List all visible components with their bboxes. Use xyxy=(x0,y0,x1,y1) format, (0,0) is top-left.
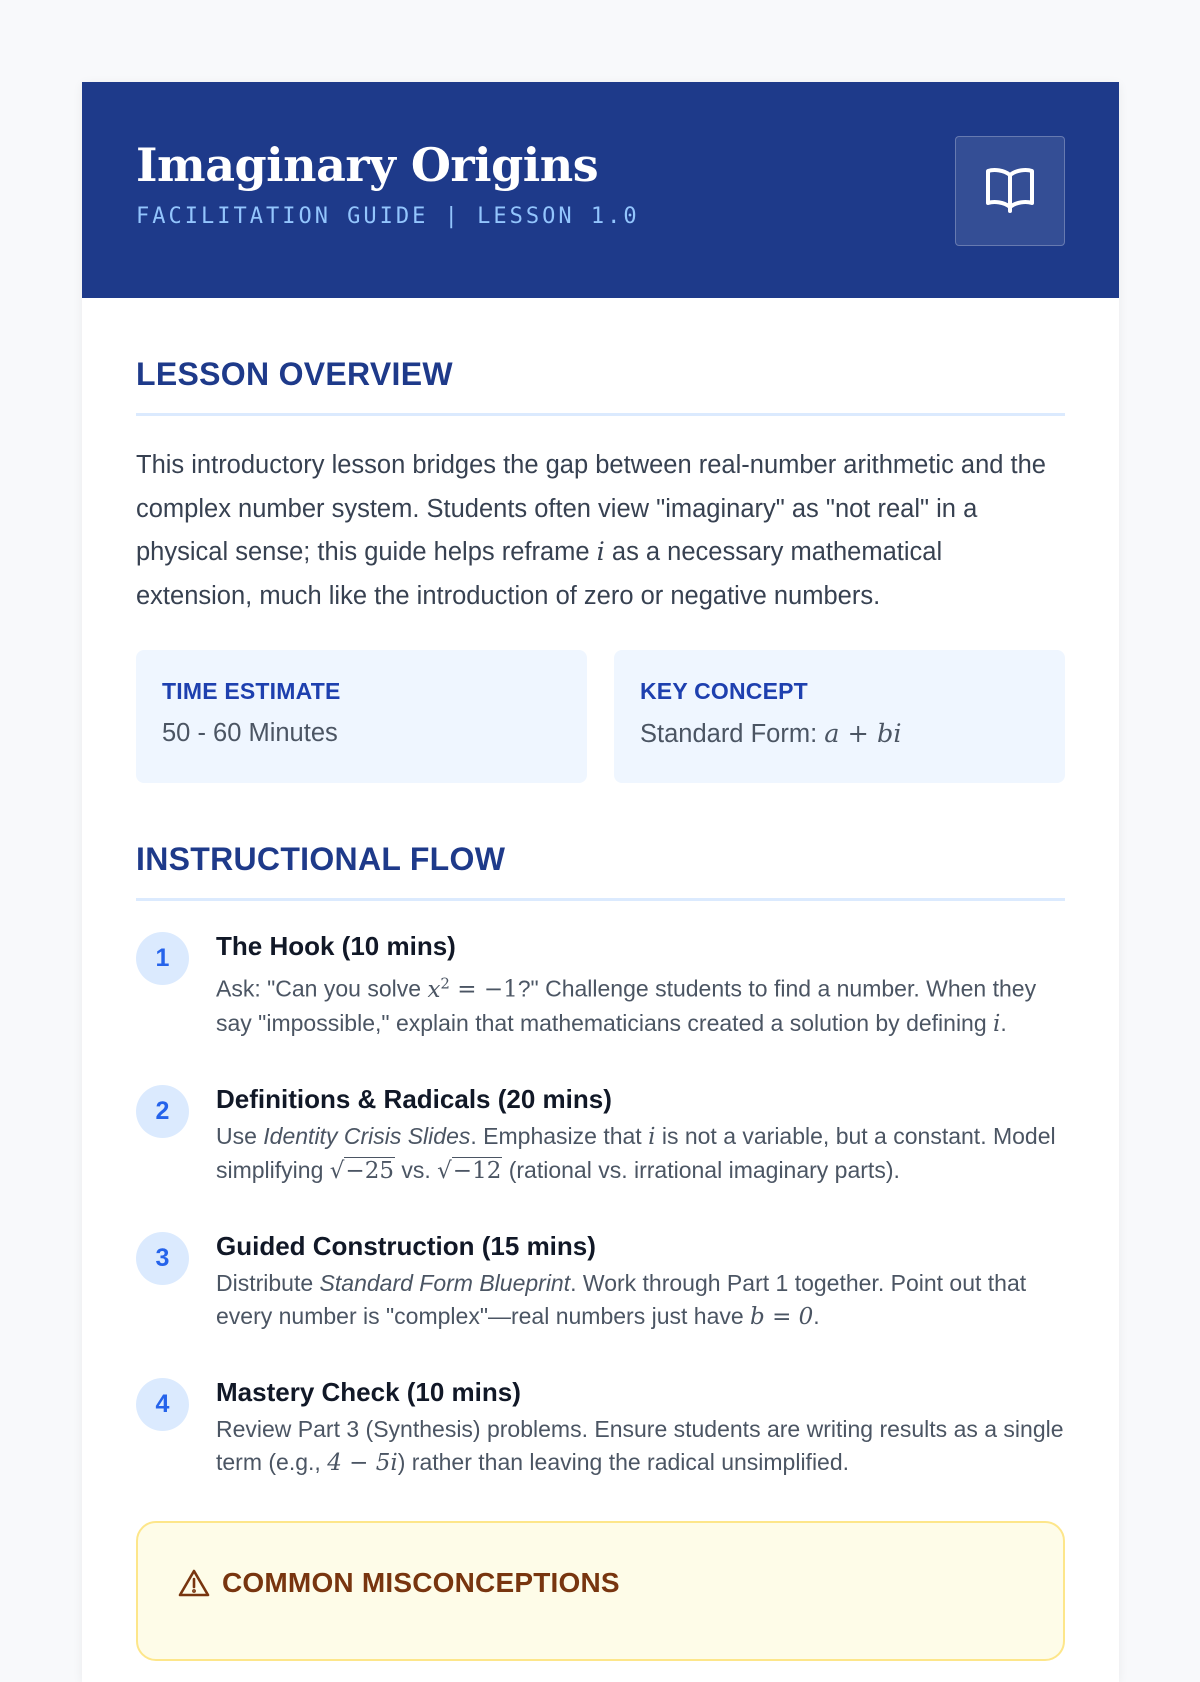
step-title: Guided Construction (15 mins) xyxy=(216,1230,596,1261)
step-number: 3 xyxy=(136,1232,189,1285)
step-item xyxy=(136,1229,1065,1334)
step-description: Use Identity Crisis Slides. Emphasize that i is not a variable, but a constant. Model simplifying √−25 vs. √−12 (rational vs. irrational imaginary parts). xyxy=(216,1122,1056,1184)
overview-heading: LESSON OVERVIEW xyxy=(136,356,453,392)
page-title: Imaginary Origins xyxy=(136,138,599,192)
time-label: TIME ESTIMATE xyxy=(162,678,341,704)
book-open-icon xyxy=(984,165,1036,218)
step-description: Ask: "Can you solve $x^2 = -1$?" Challenge students to find a number. When they say "impossible," explain that mathematicians created a solution by defining i. xyxy=(216,974,1037,1037)
concept-prefix: Standard Form: xyxy=(640,720,825,748)
warning-icon xyxy=(178,1568,210,1598)
step-title: Definitions & Radicals (20 mins) xyxy=(216,1083,612,1114)
step-list xyxy=(136,929,1065,1480)
step-description: Distribute Standard Form Blueprint. Work through Part 1 together. Point out that every number is "complex"—real numbers just have b = 0. xyxy=(216,1269,1027,1330)
info-boxes xyxy=(136,650,1065,783)
header xyxy=(82,82,1119,298)
var-i: i xyxy=(596,537,605,567)
content xyxy=(82,356,1119,1661)
time-estimate-box xyxy=(136,650,587,783)
step-number: 1 xyxy=(136,932,189,985)
overview-text-b: as a necessary mathematical extension, much like the introduction of zero or negative numbers. xyxy=(136,538,943,610)
divider xyxy=(136,898,1065,901)
key-concept-box xyxy=(614,650,1065,783)
misconceptions-heading: COMMON MISCONCEPTIONS xyxy=(178,1567,1023,1599)
overview-text-a: This introductory lesson bridges the gap between real-number arithmetic and the complex number system. Students often view "imaginary" as "not real" in a physical sense; this guide helps reframe xyxy=(136,451,1046,566)
step-item xyxy=(136,1375,1065,1480)
divider xyxy=(136,413,1065,416)
overview-text xyxy=(136,444,1065,618)
concept-formula: a + bi xyxy=(824,719,902,749)
guide-card xyxy=(82,82,1119,1682)
step-title: The Hook (10 mins) xyxy=(216,931,456,961)
flow-heading: INSTRUCTIONAL FLOW xyxy=(136,841,506,877)
concept-label: KEY CONCEPT xyxy=(640,678,808,704)
step-number: 2 xyxy=(136,1085,189,1138)
step-description: Review Part 3 (Synthesis) problems. Ensure students are writing results as a single term (e.g., 4 − 5i) rather than leaving the radical unsimplified. xyxy=(216,1415,1064,1476)
misconceptions-callout xyxy=(136,1521,1065,1661)
page-subtitle: FACILITATION GUIDE | LESSON 1.0 xyxy=(136,204,640,229)
step-item xyxy=(136,929,1065,1041)
book-button[interactable] xyxy=(955,136,1065,246)
step-number: 4 xyxy=(136,1378,189,1431)
step-item xyxy=(136,1082,1065,1188)
step-title: Mastery Check (10 mins) xyxy=(216,1376,521,1407)
concept-value xyxy=(640,719,1039,749)
time-value: 50 - 60 Minutes xyxy=(162,719,338,747)
